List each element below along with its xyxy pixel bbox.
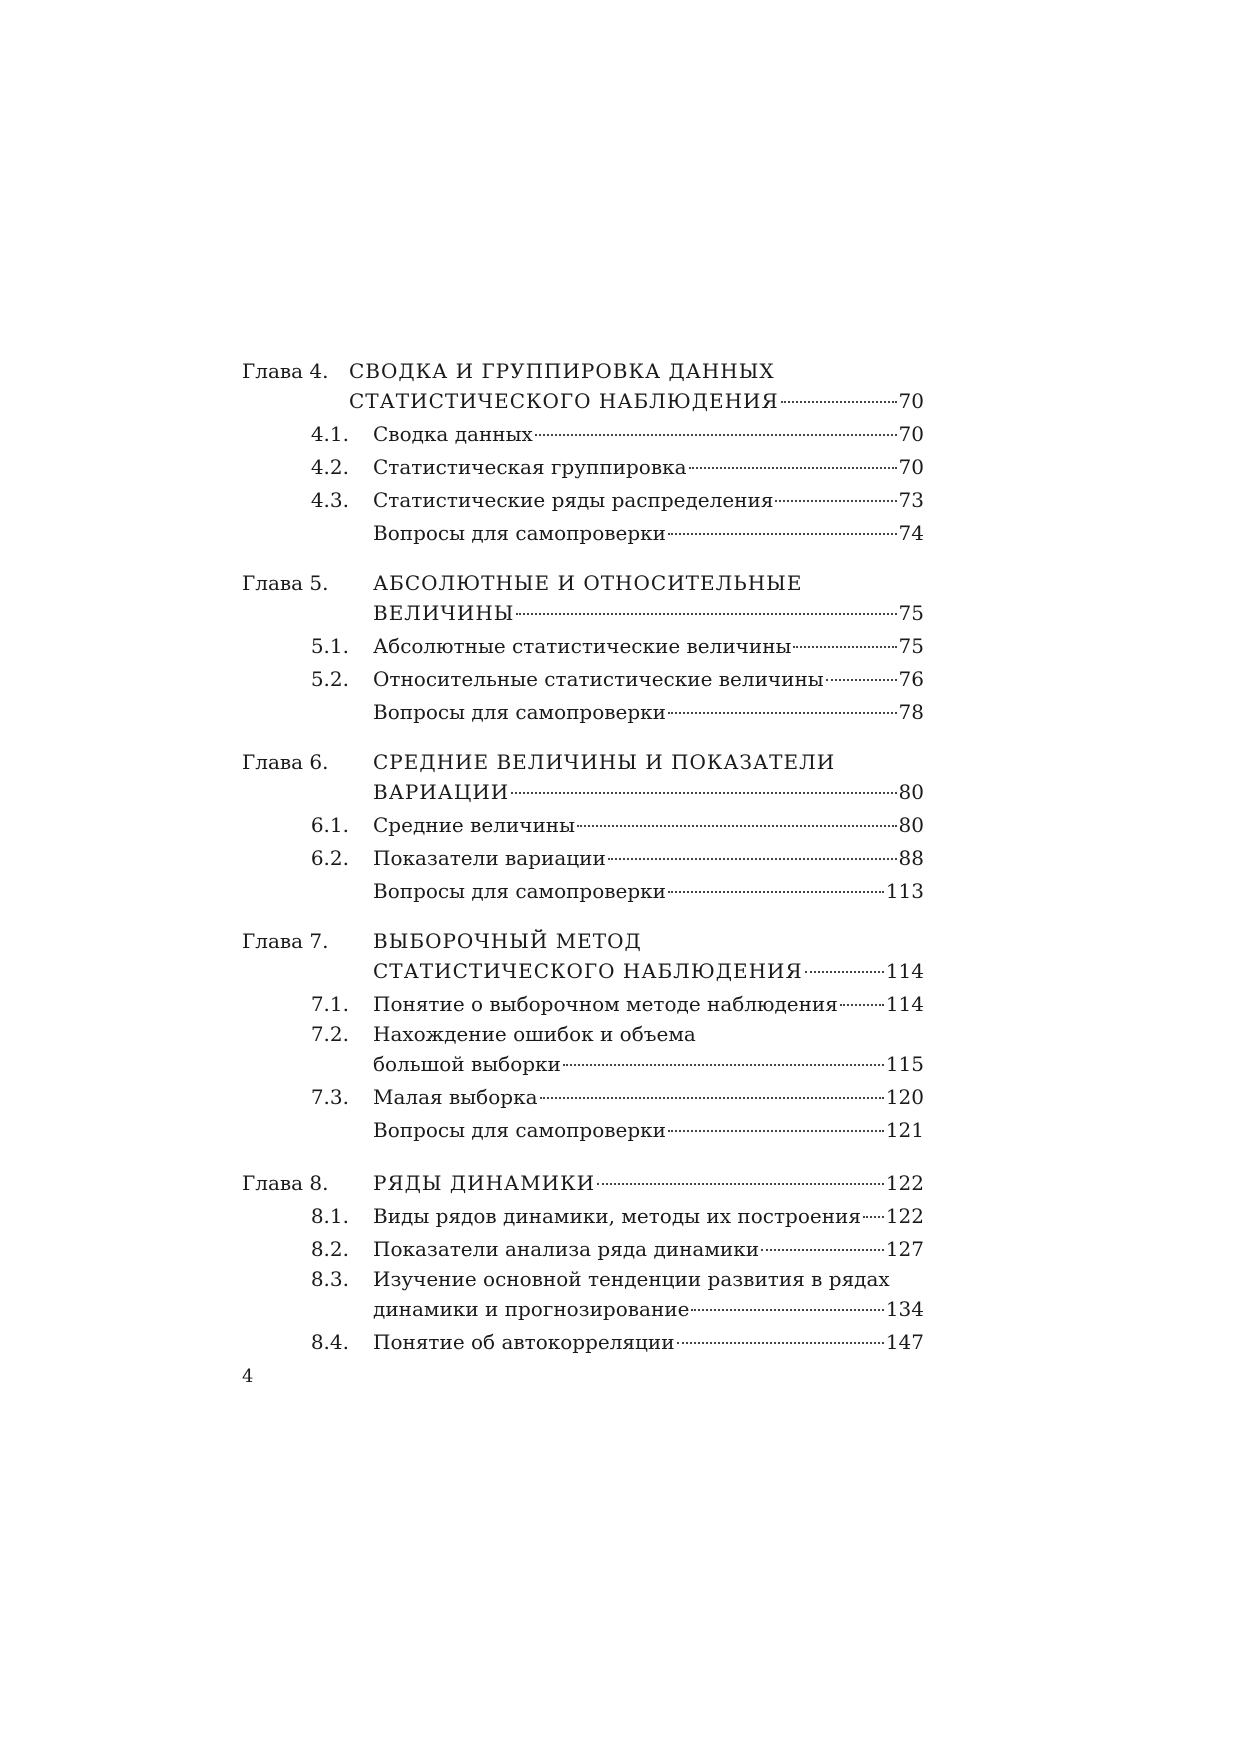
toc-entry-line1[interactable] [242,1266,924,1293]
chapter-title-line1: СВОДКА И ГРУППИРОВКА ДАННЫХ [349,359,775,383]
section-title: Вопросы для самопроверки [373,1118,667,1142]
dot-leader [840,1004,884,1006]
dot-leader [535,434,897,436]
page-ref: 121 [885,1118,924,1142]
dot-leader [516,613,896,615]
chapter-4 [242,358,924,550]
page-ref: 120 [885,1085,924,1109]
section-title-line1: Изучение основной тенденции развития в рядах [373,1267,890,1291]
chapter-label: Глава 6. [242,750,329,774]
toc-entry[interactable] [242,1293,924,1326]
page-ref: 70 [898,422,924,446]
section-title: Средние величины [373,813,576,837]
section-number: 5.2. [310,667,349,691]
dot-leader [511,792,896,794]
page-ref: 73 [898,488,924,512]
chapter-label: Глава 4. [242,359,329,383]
toc-entry[interactable] [242,1200,924,1233]
page-ref: 78 [898,700,924,724]
section-title: Виды рядов динамики, методы их построения [373,1204,861,1228]
dot-leader [577,825,897,827]
dot-leader [781,401,897,403]
dot-leader [761,1249,884,1251]
dot-leader [668,891,884,893]
toc-entry[interactable] [242,630,924,663]
toc-entry[interactable] [242,663,924,696]
page-ref: 113 [885,879,924,903]
toc-entry[interactable] [242,418,924,451]
chapter-label: Глава 7. [242,929,329,953]
section-number: 4.3. [310,488,349,512]
page-ref: 74 [898,521,924,545]
section-number: 4.2. [310,455,349,479]
chapter-6 [242,749,924,908]
page-ref: 134 [885,1297,924,1321]
chapter-heading[interactable] [242,1167,924,1200]
dot-leader [689,467,897,469]
section-title: Вопросы для самопроверки [373,879,667,903]
page-ref: 75 [898,601,924,625]
section-number: 8.1. [310,1204,349,1228]
page-ref: 88 [898,846,924,870]
section-number: 7.3. [310,1085,349,1109]
section-title-line1: Нахождение ошибок и объема [373,1022,696,1046]
section-number: 7.1. [310,992,349,1016]
toc-entry[interactable] [242,842,924,875]
section-title: Показатели вариации [373,846,606,870]
dot-leader [668,1130,884,1132]
page-ref: 80 [898,780,924,804]
chapter-heading-line1 [242,358,924,385]
dot-leader [597,1183,884,1185]
page-ref: 114 [885,992,924,1016]
chapter-title-line1: ВЫБОРОЧНЫЙ МЕТОД [373,929,642,953]
dot-leader [775,500,896,502]
toc-entry-line1[interactable] [242,1021,924,1048]
toc-entry[interactable] [242,1326,924,1359]
section-number: 7.2. [310,1022,349,1046]
toc-entry[interactable] [242,517,924,550]
section-title: Относительные статистические величины [373,667,824,691]
toc-entry[interactable] [242,1048,924,1081]
chapter-title: РЯДЫ ДИНАМИКИ [373,1171,596,1195]
section-title: динамики и прогнозирование [373,1297,690,1321]
section-number: 5.1. [310,634,349,658]
page-ref: 76 [898,667,924,691]
toc-entry[interactable] [242,875,924,908]
chapter-heading-line1 [242,570,924,597]
chapter-heading-line2[interactable] [242,776,924,809]
dot-leader [826,679,897,681]
toc-entry[interactable] [242,451,924,484]
section-number: 8.4. [310,1330,349,1354]
page-ref: 75 [898,634,924,658]
section-number: 8.2. [310,1237,349,1261]
dot-leader [563,1064,884,1066]
toc-entry[interactable] [242,1233,924,1266]
dot-leader [863,1216,884,1218]
toc-entry[interactable] [242,484,924,517]
chapter-label: Глава 8. [242,1171,329,1195]
section-title: Понятие об автокорреляции [373,1330,675,1354]
page-ref: 122 [885,1204,924,1228]
dot-leader [668,533,897,535]
chapter-title-line2: СТАТИСТИЧЕСКОГО НАБЛЮДЕНИЯ [373,959,803,983]
dot-leader [540,1097,884,1099]
chapter-7 [242,928,924,1147]
dot-leader [793,646,896,648]
chapter-title-line2: ВАРИАЦИИ [373,780,510,804]
chapter-title-line1: АБСОЛЮТНЫЕ И ОТНОСИТЕЛЬНЫЕ [373,571,803,595]
section-title: Вопросы для самопроверки [373,521,667,545]
chapter-5 [242,570,924,729]
chapter-heading-line2[interactable] [242,385,924,418]
toc-entry[interactable] [242,809,924,842]
chapter-title-line1: СРЕДНИЕ ВЕЛИЧИНЫ И ПОКАЗАТЕЛИ [373,750,836,774]
section-title: Вопросы для самопроверки [373,700,667,724]
chapter-title-line2: СТАТИСТИЧЕСКОГО НАБЛЮДЕНИЯ [349,389,779,413]
page-ref: 115 [885,1052,924,1076]
page-ref: 127 [885,1237,924,1261]
dot-leader [677,1342,884,1344]
chapter-heading-line2[interactable] [242,597,924,630]
section-number: 6.2. [310,846,349,870]
dot-leader [608,858,897,860]
page-ref: 80 [898,813,924,837]
section-title: Показатели анализа ряда динамики [373,1237,760,1261]
table-of-contents [242,358,924,1379]
page-ref: 70 [898,455,924,479]
chapter-heading-line2[interactable] [242,955,924,988]
page-ref: 114 [885,959,924,983]
section-title: Сводка данных [373,422,533,446]
dot-leader [668,712,897,714]
section-title: Понятие о выборочном методе наблюдения [373,992,838,1016]
page-ref: 122 [885,1171,924,1195]
section-title: большой выборки [373,1052,561,1076]
toc-entry[interactable] [242,1114,924,1147]
section-number: 6.1. [310,813,349,837]
chapter-label: Глава 5. [242,571,329,595]
chapter-heading-line1 [242,749,924,776]
section-title: Статистические ряды распределения [373,488,774,512]
page-ref: 70 [898,389,924,413]
section-number: 8.3. [310,1267,349,1291]
dot-leader [691,1309,883,1311]
page-number: 4 [242,1366,254,1387]
toc-entry[interactable] [242,988,924,1021]
page-ref: 147 [885,1330,924,1354]
section-title: Абсолютные статистические величины [373,634,792,658]
section-number: 4.1. [310,422,349,446]
dot-leader [805,971,884,973]
section-title: Малая выборка [373,1085,538,1109]
chapter-heading-line1 [242,928,924,955]
toc-entry[interactable] [242,696,924,729]
section-title: Статистическая группировка [373,455,687,479]
chapter-8 [242,1167,924,1359]
toc-entry[interactable] [242,1081,924,1114]
chapter-title-line2: ВЕЛИЧИНЫ [373,601,515,625]
